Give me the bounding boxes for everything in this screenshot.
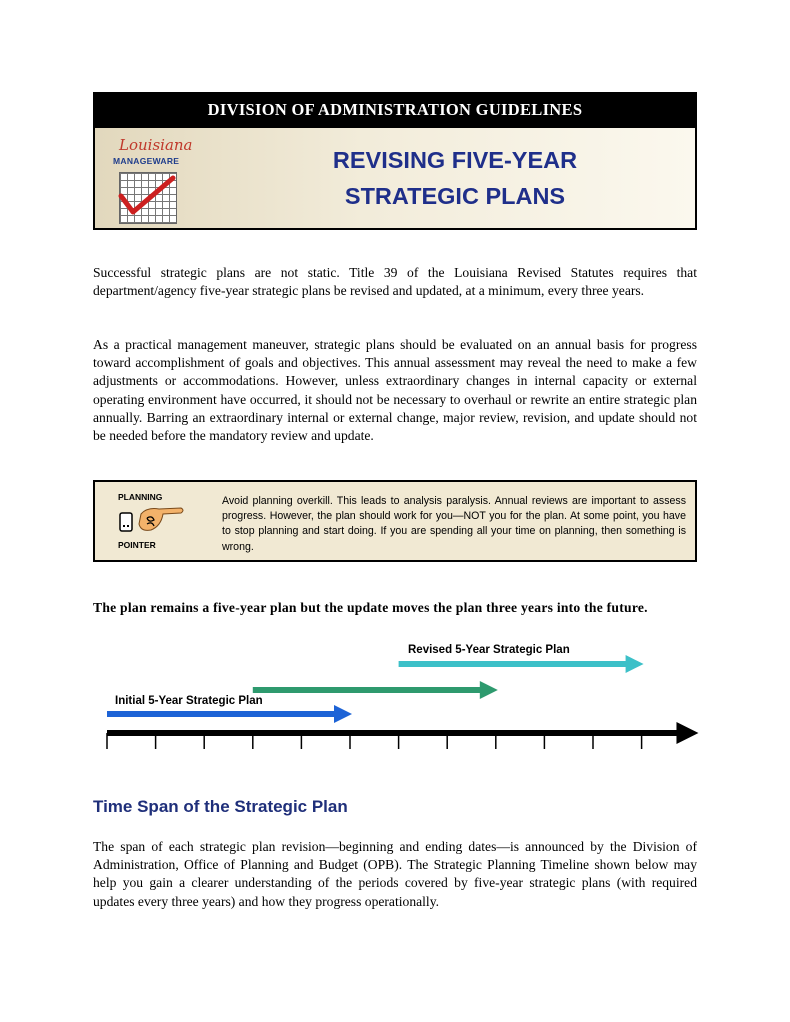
middle-plan-arrow xyxy=(253,681,498,699)
timeline-axis-arrowhead xyxy=(676,722,698,744)
checkmark-icon xyxy=(103,134,203,224)
intro-paragraph: Successful strategic plans are not static. Title 39 of the Louisiana Revised Statutes requires that department/agency five-year strategic plans be revised and updated, at a minimum, every three years. xyxy=(93,265,697,299)
initial-plan-label: Initial 5-Year Strategic Plan xyxy=(115,695,263,707)
plan-timeline xyxy=(93,640,703,760)
logo-script-text: Louisiana xyxy=(119,136,193,154)
middle-plan-arrow-arrowhead xyxy=(480,681,498,699)
timeline-chart xyxy=(93,640,703,760)
revised-plan-label: Revised 5-Year Strategic Plan xyxy=(408,644,570,656)
timeline-intro: The plan remains a five-year plan but the update moves the plan three years into the future. xyxy=(93,600,648,615)
manageware-logo xyxy=(103,134,203,224)
document-banner: DIVISION OF ADMINISTRATION GUIDELINES xyxy=(93,92,697,128)
timeline-ticks xyxy=(107,722,698,749)
title-panel xyxy=(93,128,697,230)
initial-plan-arrow-arrowhead xyxy=(334,705,352,723)
pointing-hand-icon xyxy=(117,504,185,538)
planning-pointer-box xyxy=(93,480,697,562)
initial-plan-arrow xyxy=(107,705,352,723)
revised-plan-arrow-arrowhead xyxy=(626,655,644,673)
section-heading: Time Span of the Strategic Plan xyxy=(93,797,348,816)
logo-wordmark: MANAGEWARE xyxy=(113,156,180,166)
revised-plan-arrow xyxy=(399,655,644,673)
time-span-paragraph: The span of each strategic plan revision—beginning and ending dates—is announced by the Division of Administration, Office of Planning and Budget (OPB). The Strategic Planning Timeline shown below may help you gain a clearer understanding of the periods covered by five-year strategic plans (with required updates every three years) and how they progress operationally. xyxy=(93,839,697,909)
assessment-paragraph: As a practical management maneuver, strategic plans should be evaluated on an annual basis for progress toward accomplishment of goals and objectives. This annual assessment may reveal the need to make a few adjustments or accommodations. However, unless extraordinary changes in internal capacity or external operating environment have occurred, it should not be necessary to overhaul or rewrite an entire strategic plan annually. Barring an extraordinary internal or external change, major review, revision, and update should not be needed before the mandatory review and update. xyxy=(93,337,697,444)
planning-pointer-text: Avoid planning overkill. This leads to analysis paralysis. Annual reviews are important to assess progress. However, the plan should work for you—NOT you for the plan. At some point, you have to stop planning and start doing. If you are spending all your time on planning, then something is wrong. xyxy=(222,495,686,553)
title-line-2: STRATEGIC PLANS xyxy=(344,183,566,209)
planning-pointer-label-top: PLANNING xyxy=(118,492,163,502)
planning-pointer-label-bottom: POINTER xyxy=(118,540,156,550)
title-line-1: REVISING FIVE-YEAR xyxy=(332,147,578,173)
page-title xyxy=(285,142,625,214)
timeline-arrows xyxy=(107,655,644,723)
